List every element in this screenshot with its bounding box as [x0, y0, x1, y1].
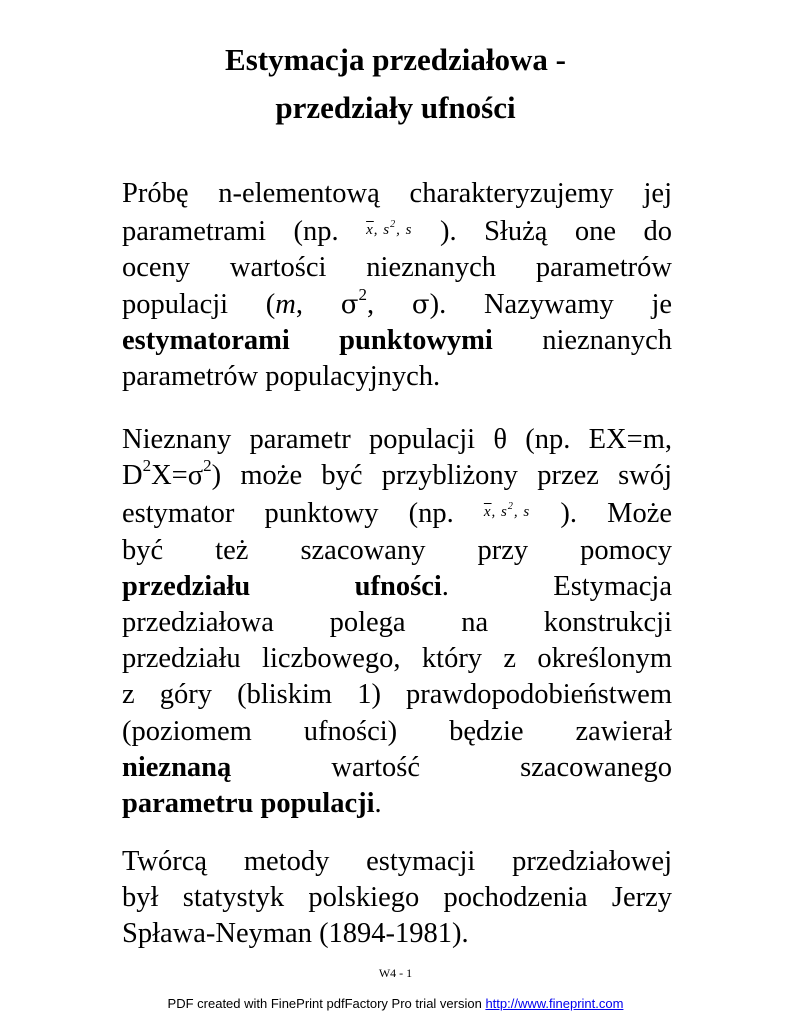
document-title-line-2: przedziały ufności — [275, 90, 516, 125]
text-fragment: ) może być przybliżony przez swój — [211, 460, 672, 492]
text-fragment: Nazywamy je — [483, 288, 673, 320]
population-parameters: (m, $\sigma^2$, σ). — [265, 284, 447, 320]
mean-symbol: m — [275, 288, 296, 320]
bold-term: przedziału — [122, 570, 251, 602]
text-line — [122, 458, 672, 494]
text-fragment: wartość szacowanego — [331, 751, 672, 783]
text-line: (poziomem ufności) będzie zawierał — [122, 715, 672, 747]
sample-sd-symbol: , s — [396, 222, 413, 239]
superscript: 2 — [142, 456, 152, 476]
text-fragment: . — [374, 788, 382, 820]
estimator-symbols — [366, 212, 412, 248]
text-line: parametrów populacyjnych. — [122, 361, 441, 393]
footer-link[interactable]: http://www.fineprint.com — [485, 996, 624, 1011]
text-fragment: ). Może — [560, 498, 672, 530]
text-line: Twórcą metody estymacji przedziałowej — [122, 846, 672, 877]
text-line: Nieznany parametr populacji θ (np. EX=m, — [122, 424, 672, 455]
sigma-symbol: σ — [340, 289, 359, 320]
paragraph-neyman — [122, 844, 672, 953]
text-line: Próbę n-elementową charakteryzujemy jej — [122, 178, 672, 209]
text-line: być też szacowany przy pomocy — [122, 534, 672, 566]
bold-term: ufności — [354, 570, 442, 602]
footer-text: PDF created with FinePrint pdfFactory Pro trial version — [167, 996, 486, 1011]
text-line: Spława-Neyman (1894-1981). — [122, 918, 469, 950]
paragraph-point-estimators — [122, 176, 672, 395]
text-fragment — [122, 456, 672, 492]
text-fragment: . Estymacja — [441, 570, 672, 602]
text-fragment: estymator punktowy (np. — [122, 498, 454, 530]
text-line: przedziału liczbowego, który z określonym — [122, 643, 672, 675]
text-line — [122, 284, 673, 323]
text-line — [122, 750, 672, 786]
paragraph-interval-estimation — [122, 422, 672, 822]
sample-sd-symbol: , s — [513, 504, 531, 521]
superscript: 2 — [507, 501, 514, 513]
pdf-footer — [0, 996, 791, 1011]
text-line — [122, 786, 672, 822]
text-fragment: parametrami (np. — [122, 216, 339, 248]
page-number: W4 - 1 — [378, 966, 413, 980]
text-fragment — [355, 571, 672, 602]
bold-term: nieznaną — [122, 751, 232, 783]
text-line — [122, 569, 672, 605]
estimator-symbols — [484, 494, 530, 530]
text-fragment: D — [122, 460, 143, 492]
text-fragment: nieznanych — [542, 324, 672, 356]
text-fragment: X=σ — [151, 460, 204, 492]
bold-term: estymatorami punktowymi — [122, 324, 493, 356]
text-line — [122, 212, 672, 250]
text-line — [122, 494, 672, 532]
superscript: 2 — [358, 284, 367, 304]
sample-variance-symbol: , s — [373, 222, 391, 239]
sigma-symbol: σ — [411, 289, 430, 320]
text-line: z góry (bliskim 1) prawdopodobieństwem — [122, 679, 672, 711]
text-line: oceny wartości nieznanych parametrów — [122, 252, 672, 284]
text-fragment: ). Służą one do — [439, 216, 673, 248]
sample-variance-symbol: , s — [491, 504, 508, 521]
sample-mean-symbol: $\overline{x}$ — [366, 222, 374, 239]
superscript: 2 — [203, 456, 212, 476]
document-title-line-1: Estymacja przedziałowa - — [225, 42, 566, 77]
text-line: przedziałowa polega na konstrukcji — [122, 607, 672, 639]
text-fragment: populacji — [122, 288, 229, 320]
sample-mean-symbol: $\overline{x}$ — [483, 504, 492, 521]
text-line: był statystyk polskiego pochodzenia Jerzy — [122, 882, 672, 914]
superscript: 2 — [390, 219, 397, 231]
text-line — [122, 323, 672, 359]
bold-term: parametru populacji — [122, 788, 375, 820]
